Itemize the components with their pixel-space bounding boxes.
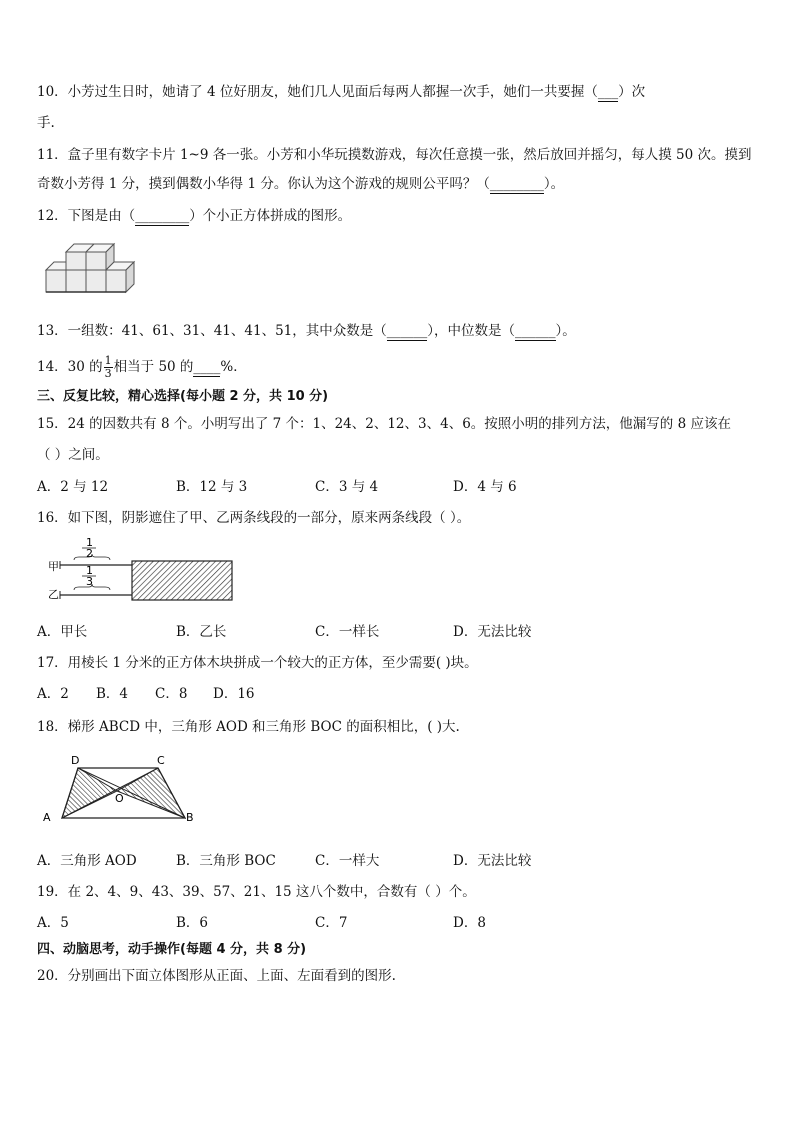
q16-option-c[interactable]: C．一样长 bbox=[315, 624, 380, 640]
q16-frac2-num: 1 bbox=[86, 564, 93, 577]
q18-option-d[interactable]: D．无法比较 bbox=[453, 853, 532, 869]
q13-median-blank[interactable]: ______ bbox=[515, 323, 556, 339]
q20-line: 20．分别画出下面立体图形从正面、上面、左面看到的图形. bbox=[37, 968, 396, 984]
q14-text: 14．30 的 bbox=[37, 359, 103, 375]
q13-mode-blank[interactable]: ______ bbox=[386, 323, 428, 339]
q19-option-d[interactable]: D．8 bbox=[453, 915, 486, 931]
q11-line2 bbox=[37, 175, 564, 194]
q12-text-end: ）个小正方体拼成的图形。 bbox=[189, 208, 352, 224]
q11-answer-blank[interactable]: ________ bbox=[489, 176, 544, 192]
q17-option-b[interactable]: B．4 bbox=[96, 686, 129, 702]
q18-option-a[interactable]: A．三角形 AOD bbox=[37, 853, 137, 869]
q18-option-c[interactable]: C．一样大 bbox=[315, 853, 380, 869]
q14-text-end: %． bbox=[220, 359, 247, 375]
q17-option-a[interactable]: A．2 bbox=[37, 686, 69, 702]
q19-option-a[interactable]: A．5 bbox=[37, 915, 69, 931]
q17-option-c[interactable]: C．8 bbox=[155, 686, 188, 702]
q16-frac1-num: 1 bbox=[86, 536, 93, 549]
q13-line bbox=[37, 322, 576, 341]
q16-option-b[interactable]: B．乙长 bbox=[176, 624, 227, 640]
q14-frac-denominator: 3 bbox=[104, 367, 112, 380]
q16-option-d[interactable]: D．无法比较 bbox=[453, 624, 532, 640]
q16-shaded-cover bbox=[132, 561, 232, 600]
q13-text-end: ）。 bbox=[555, 323, 576, 339]
label-jia: 甲 bbox=[48, 560, 59, 573]
label-a: A bbox=[43, 811, 51, 824]
q15-option-c[interactable]: C．3 与 4 bbox=[315, 479, 379, 495]
q17-option-d[interactable]: D．16 bbox=[213, 686, 255, 702]
q16-frac2-den: 3 bbox=[86, 575, 93, 588]
q18-line: 18．梯形 ABCD 中，三角形 AOD 和三角形 BOC 的面积相比，( )大. bbox=[37, 719, 460, 735]
q10-text-end: ）次 bbox=[618, 84, 646, 100]
q10-line1 bbox=[37, 83, 645, 102]
q11-text: 奇数小芳得 1 分，摸到偶数小华得 1 分。你认为这个游戏的规则公平吗？（ bbox=[37, 176, 490, 192]
q19-line: 19．在 2、4、9、43、39、57、21、15 这八个数中，合数有（ ）个。 bbox=[37, 884, 476, 900]
q14-text-mid: 相当于 50 的 bbox=[113, 359, 194, 375]
q13-text: 13．一组数：41、61、31、41、41、51，其中众数是（ bbox=[37, 323, 387, 339]
section-4-heading: 四、动脑思考，动手操作(每题 4 分，共 8 分) bbox=[37, 942, 307, 957]
q11-line1: 11．盒子里有数字卡片 1~9 各一张。小芳和小华玩摸数游戏，每次任意摸一张，然后放回并摇匀，每人摸 50 次。摸到 bbox=[37, 147, 752, 163]
q12-line bbox=[37, 207, 351, 226]
q16-frac1-den: 2 bbox=[86, 547, 93, 560]
q12-answer-blank[interactable]: ________ bbox=[135, 208, 190, 224]
label-yi: 乙 bbox=[48, 588, 59, 601]
q10-line2: 手. bbox=[37, 115, 55, 131]
q18-option-b[interactable]: B．三角形 BOC bbox=[176, 853, 276, 869]
label-d: D bbox=[71, 754, 80, 767]
q16-line: 16．如下图，阴影遮住了甲、乙两条线段的一部分，原来两条线段（ ）。 bbox=[37, 510, 471, 526]
triangle-aod bbox=[62, 768, 117, 818]
q18-trapezoid-figure bbox=[40, 752, 200, 828]
q11-text-end: ）。 bbox=[543, 176, 565, 192]
q14-frac-numerator: 1 bbox=[104, 354, 112, 367]
q15-option-d[interactable]: D．4 与 6 bbox=[453, 479, 517, 495]
label-c: C bbox=[157, 754, 165, 767]
q14-answer-blank[interactable]: ____ bbox=[193, 359, 221, 375]
q13-text-mid: ），中位数是（ bbox=[427, 323, 515, 339]
q19-option-b[interactable]: B．6 bbox=[176, 915, 209, 931]
q10-text: 10．小芳过生日时，她请了 4 位好朋友，她们几人见面后每两人都握一次手，她们一共要握（ bbox=[37, 84, 598, 100]
q15-line2: （ ）之间。 bbox=[37, 447, 109, 463]
q14-fraction bbox=[104, 355, 113, 380]
q10-answer-blank[interactable]: ___ bbox=[597, 84, 619, 100]
q12-text: 12．下图是由（ bbox=[37, 208, 136, 224]
q15-option-a[interactable]: A．2 与 12 bbox=[37, 479, 109, 495]
q15-line1: 15．24 的因数共有 8 个。小明写出了 7 个：1、24、2、12、3、4、6。按照小明的排列方法，他漏写的 8 应该在 bbox=[37, 416, 731, 432]
q12-cube-figure bbox=[42, 240, 132, 302]
label-o: O bbox=[115, 792, 124, 805]
q15-option-b[interactable]: B．12 与 3 bbox=[176, 479, 248, 495]
q14-line bbox=[37, 355, 247, 380]
q16-segment-figure bbox=[46, 538, 236, 604]
section-3-heading: 三、反复比较，精心选择(每小题 2 分，共 10 分) bbox=[37, 389, 329, 404]
q17-line: 17．用棱长 1 分米的正方体木块拼成一个较大的正方体，至少需要( )块。 bbox=[37, 655, 478, 671]
q16-option-a[interactable]: A．甲长 bbox=[37, 624, 88, 640]
triangle-boc bbox=[117, 768, 185, 818]
label-b: B bbox=[186, 811, 194, 824]
q19-option-c[interactable]: C．7 bbox=[315, 915, 348, 931]
